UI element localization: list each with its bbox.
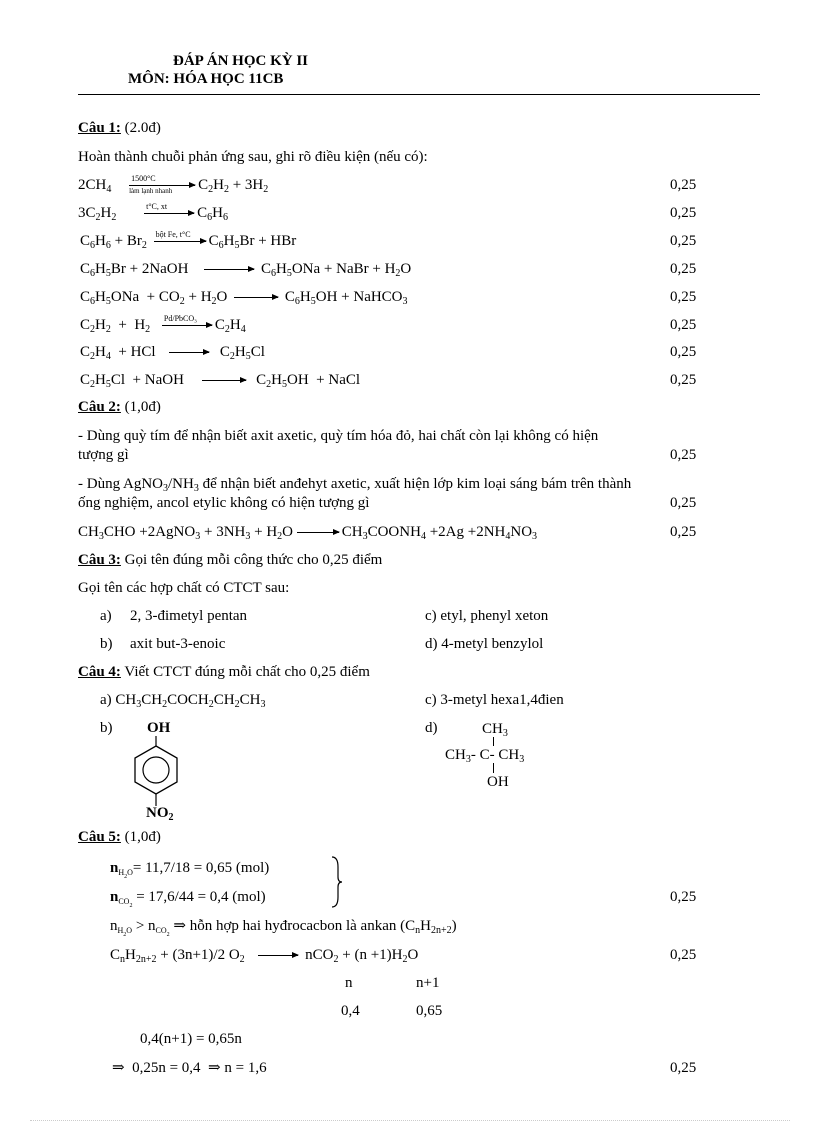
bond-line (493, 737, 494, 746)
q1-reaction-1: $2CH_4$ 1500°C làm lạnh nhanh $C_2H_2 + 3H_2$ (78, 174, 269, 196)
q5-points: (1,0đ) (124, 829, 161, 845)
q5-value-065: 0,65 (416, 1003, 443, 1019)
q5-score-1: 0,25 (670, 889, 697, 905)
q1-heading: Câu 1: (78, 120, 121, 136)
q1-reaction-2: $3C_2H_2$ t°C, xt $C_6H_6$ (78, 202, 228, 223)
q5-equation-1: 0,4(n+1) = 0,65n (140, 1031, 242, 1047)
q2-score-2: 0,25 (670, 495, 697, 511)
q5-ratio-n1: n+1 (416, 975, 440, 991)
q4-subtitle: Viết CTCT đúng mỗi chất cho 0,25 điểm (124, 664, 370, 680)
doc-subject: MÔN: HÓA HỌC 11CB (128, 71, 284, 87)
q5-heading-line (78, 828, 161, 846)
q1-score-2: 0,25 (670, 205, 697, 221)
q4-b-no2: $NO_2$ (146, 805, 174, 823)
reaction-arrow: t°C, xt (144, 213, 194, 214)
q2-heading: Câu 2: (78, 399, 121, 415)
q4-item-c: c) 3-metyl hexa1,4đien (425, 692, 564, 708)
q5-n-h2o: $n_{H_2O}= 11,7/18 = 0,65$ (mol) (110, 860, 270, 880)
q1-score-6: 0,25 (670, 317, 697, 333)
q3-heading-line (78, 551, 382, 569)
benzene-ring-drawing (126, 736, 186, 808)
q1-reaction-5: $C_6H_5ONa + CO_2 + H_2O$ $C_6H_5OH$ + NaHCO$_3$ (80, 289, 408, 307)
q4-item-b-label: b) (100, 720, 113, 736)
q3-item-a: 2, 3-đimetyl pentan (130, 608, 248, 624)
right-brace (330, 855, 344, 909)
reaction-arrow (204, 269, 254, 270)
q1-score-7: 0,25 (670, 344, 697, 360)
q5-ratio-n: n (345, 975, 353, 991)
q3-item-a-label: a) (100, 608, 112, 624)
q4-heading: Câu 4: (78, 664, 121, 680)
q4-d-oh: OH (487, 774, 509, 790)
q5-equation-2: ⇒ 0,25n = 0,4 ⇒ n = 1,6 (112, 1060, 267, 1076)
q1-reaction-3: $C_6H_6 + Br_2$ bột Fe, t°C $C_6H_5Br$ + HBr (80, 230, 297, 251)
q3-item-c: c) etyl, phenyl xeton (425, 608, 549, 624)
q3-heading: Câu 3: (78, 552, 121, 568)
page-bottom-edge (30, 1120, 790, 1121)
q5-score-2: 0,25 (670, 947, 697, 963)
bond-line (493, 763, 494, 773)
reaction-arrow (258, 955, 298, 956)
q5-heading: Câu 5: (78, 829, 121, 845)
reaction-arrow: 1500°C làm lạnh nhanh (129, 185, 195, 186)
q1-score-4: 0,25 (670, 261, 697, 277)
q5-conclusion: $n_{H_2O} > n_{CO_2}$ ⇒ hỗn hợp hai hyđrocacbon là ankan $(C_nH_{2n+2})$ (110, 918, 457, 938)
q2-line-2b: ống nghiệm, ancol etylic không có hiện tượng gì (78, 495, 370, 511)
q4-d-middle-row: $CH_3-$ C- $CH_3$ (445, 747, 525, 765)
q1-points: (2.0đ) (124, 120, 161, 136)
q5-n-co2: $n_{CO_2} = 17,6/44 = 0,4$ (mol) (110, 889, 266, 909)
q4-heading-line (78, 663, 370, 681)
q4-item-d-label: d) (425, 720, 438, 736)
q1-heading-line (78, 119, 161, 137)
q4-d-top-ch3: $CH_3$ (482, 721, 508, 739)
q3-subtitle: Gọi tên đúng mỗi công thức cho 0,25 điểm (124, 552, 383, 568)
q2-equation: $CH_3CHO$ +2AgNO$_3$ + $3NH_3 + H_2O$ $CH_3COONH_4 +2Ag +2NH_4NO_3$ (78, 524, 538, 542)
q5-combustion: $C_nH_{2n+2} + (3n+1)/2$ $O_2$ $nCO_2 + (n +1)H_2O$ (110, 947, 419, 965)
header-divider (78, 94, 760, 95)
q2-score-1: 0,25 (670, 447, 697, 463)
reaction-arrow (202, 380, 246, 381)
q1-reaction-4: $C_6H_5Br$ + 2NaOH $C_6H_5ONa$ + NaBr + $H_2O$ (80, 261, 412, 279)
q3-item-d: d) 4-metyl benzylol (425, 636, 544, 652)
reaction-arrow (297, 532, 339, 533)
reaction-arrow: bột Fe, t°C (154, 241, 206, 242)
q2-points: (1,0đ) (124, 399, 161, 415)
reaction-arrow: Pd/PbCO₃ (162, 325, 212, 326)
q1-instruction: Hoàn thành chuỗi phản ứng sau, ghi rõ điều kiện (nếu có): (78, 149, 428, 165)
q1-score-1: 0,25 (670, 177, 697, 193)
reaction-arrow (234, 297, 278, 298)
q1-score-3: 0,25 (670, 233, 697, 249)
q5-value-04: 0,4 (341, 1003, 360, 1019)
q1-reaction-8: $C_2H_5Cl$ + NaOH $C_2H_5OH$ + NaCl (80, 372, 361, 390)
reaction-arrow (169, 352, 209, 353)
q2-line-2a: - Dùng $AgNO_3/NH_3$ để nhận biết anđehyt axetic, xuất hiện lớp kim loại sáng bám trên thành (78, 476, 632, 494)
q2-line-1b: tượng gì (78, 447, 129, 463)
q4-b-oh: OH (147, 720, 171, 736)
q3-item-b: axit but-3-enoic (130, 636, 226, 652)
q2-heading-line (78, 398, 161, 416)
q1-reaction-6: $C_2H_2 + H_2$ Pd/PbCO₃ $C_2H_4$ (80, 314, 246, 335)
doc-title: ĐÁP ÁN HỌC KỲ II (173, 53, 309, 69)
q2-line-1a: - Dùng quỳ tím để nhận biết axit axetic, quỳ tím hóa đỏ, hai chất còn lại không có hiện (78, 428, 599, 444)
q1-reaction-7: $C_2H_4$ + HCl $C_2H_5Cl$ (80, 344, 265, 362)
q2-score-3: 0,25 (670, 524, 697, 540)
q5-score-3: 0,25 (670, 1060, 697, 1076)
q3-item-b-label: b) (100, 636, 113, 652)
q1-score-5: 0,25 (670, 289, 697, 305)
q1-score-8: 0,25 (670, 372, 697, 388)
q4-item-a: a) $CH_3CH_2COCH_2CH_2CH_3$ (100, 692, 266, 710)
q3-instruction: Gọi tên các hợp chất có CTCT sau: (78, 580, 290, 596)
